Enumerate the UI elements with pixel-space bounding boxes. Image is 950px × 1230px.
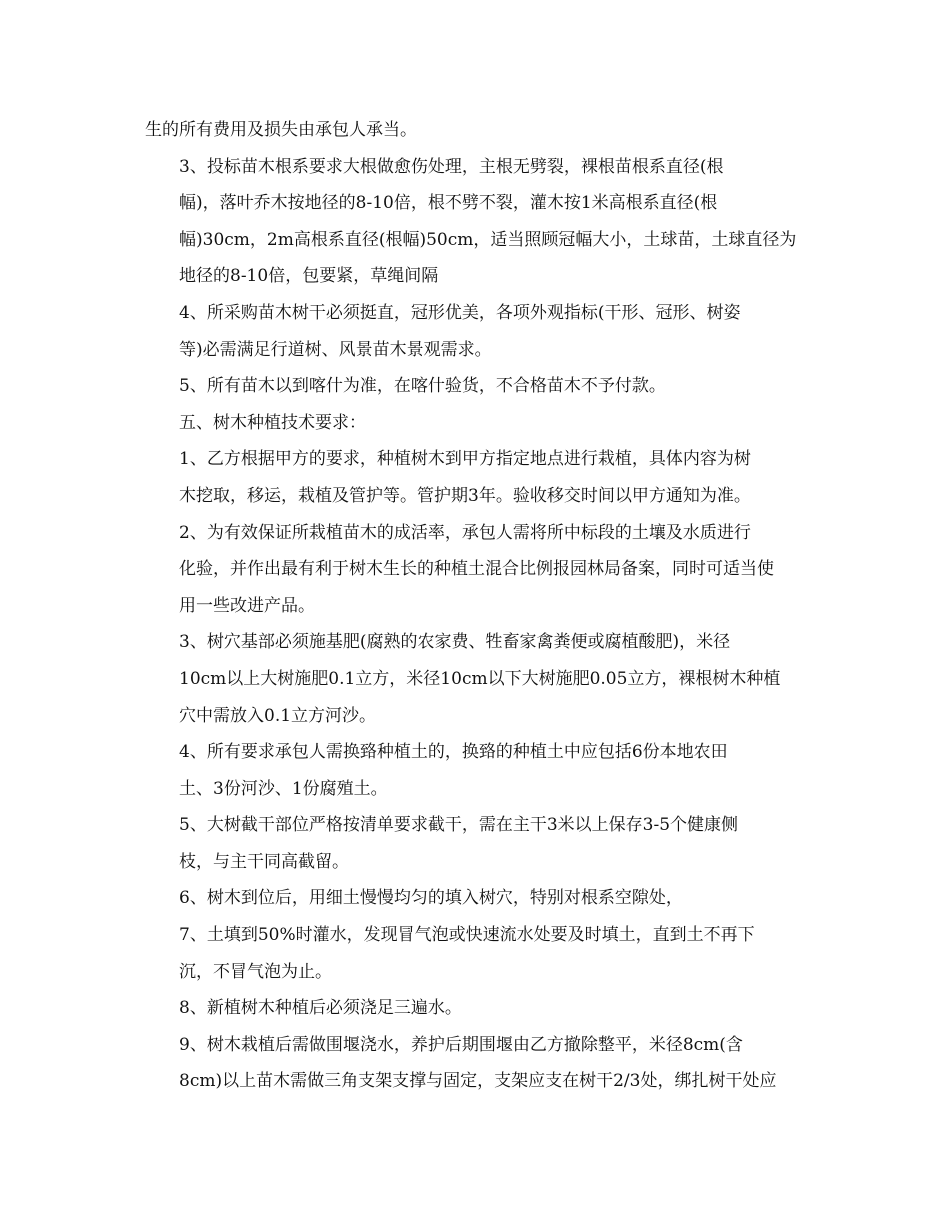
text-line: 5、大树截干部位严格按清单要求截干，需在主干3米以上保存3-5个健康侧	[179, 815, 739, 836]
document-body	[145, 112, 810, 1100]
text-line: 地径的8-10倍，包要紧，草绳间隔	[179, 266, 439, 287]
text-line: 等)必需满足行道树、风景苗木景观需求。	[179, 339, 492, 360]
text-line: 10cm以上大树施肥0.1立方，米径10cm以下大树施肥0.05立方，裸根树木种植	[179, 668, 781, 689]
text-line: 沉，不冒气泡为止。	[179, 961, 332, 982]
paragraph-planting-item-9	[145, 1027, 810, 1100]
text-line: 6、树木到位后，用细土慢慢均匀的填入树穴，特别对根系空隙处，	[179, 888, 683, 909]
text-line: 3、树穴基部必须施基肥(腐熟的农家费、牲畜家禽粪便或腐植酸肥)，米径	[179, 632, 731, 653]
text-line: 4、所采购苗木树干必须挺直，冠形优美，各项外观指标(干形、冠形、树姿	[179, 302, 741, 323]
text-line: 幅)30cm，2m高根系直径(根幅)50cm，适当照顾冠幅大小，土球苗，土球直径为	[179, 229, 797, 250]
paragraph-planting-item-2	[145, 515, 810, 625]
text-line: 1、乙方根据甲方的要求，种植树木到甲方指定地点进行栽植，具体内容为树	[179, 449, 751, 470]
text-line: 用一些改进产品。	[179, 595, 315, 616]
text-line: 幅)，落叶乔木按地径的8-10倍，根不劈不裂，灌木按1米高根系直径(根	[179, 193, 718, 214]
text-line: 8、新植树木种植后必须浇足三遍水。	[179, 998, 462, 1019]
paragraph-trunk-requirements	[145, 295, 810, 368]
paragraph-planting-item-6	[145, 880, 810, 917]
text-line: 穴中需放入0.1立方河沙。	[179, 705, 377, 726]
paragraph-planting-item-8	[145, 990, 810, 1027]
paragraph-planting-item-5	[145, 807, 810, 880]
text-line: 5、所有苗木以到喀什为准，在喀什验货，不合格苗木不予付款。	[179, 376, 666, 397]
paragraph-planting-item-4	[145, 734, 810, 807]
text-line: 枝，与主干同高截留。	[179, 851, 349, 872]
paragraph-planting-item-3	[145, 624, 810, 734]
paragraph-continuation	[145, 112, 810, 149]
text-line: 五、树木种植技术要求：	[179, 412, 366, 433]
text-line: 土、3份河沙、1份腐殖土。	[179, 778, 388, 799]
section-heading-planting	[145, 405, 810, 442]
text-line: 3、投标苗木根系要求大根做愈伤处理，主根无劈裂，裸根苗根系直径(根	[179, 156, 724, 177]
paragraph-seedling-root-requirements	[145, 149, 810, 295]
text-line: 7、土填到50%时灌水，发现冒气泡或快速流水处要及时填土，直到土不再下	[179, 925, 755, 946]
paragraph-planting-item-1	[145, 441, 810, 514]
text-line: 9、树木栽植后需做围堰浇水，养护后期围堰由乙方撤除整平，米径8cm(含	[179, 1034, 743, 1055]
paragraph-inspection	[145, 368, 810, 405]
text-line: 2、为有效保证所栽植苗木的成活率，承包人需将所中标段的土壤及水质进行	[179, 522, 751, 543]
text-line: 生的所有费用及损失由承包人承当。	[145, 120, 417, 140]
text-line: 化验，并作出最有利于树木生长的种植土混合比例报园林局备案，同时可适当使	[179, 559, 774, 580]
text-line: 木挖取，移运，栽植及管护等。管护期3年。验收移交时间以甲方通知为准。	[179, 485, 751, 506]
paragraph-planting-item-7	[145, 917, 810, 990]
text-line: 8cm)以上苗木需做三角支架支撑与固定，支架应支在树干2/3处，绑扎树干处应	[179, 1071, 777, 1092]
text-line: 4、所有要求承包人需换臵种植土的，换臵的种植土中应包括6份本地农田	[179, 742, 728, 763]
